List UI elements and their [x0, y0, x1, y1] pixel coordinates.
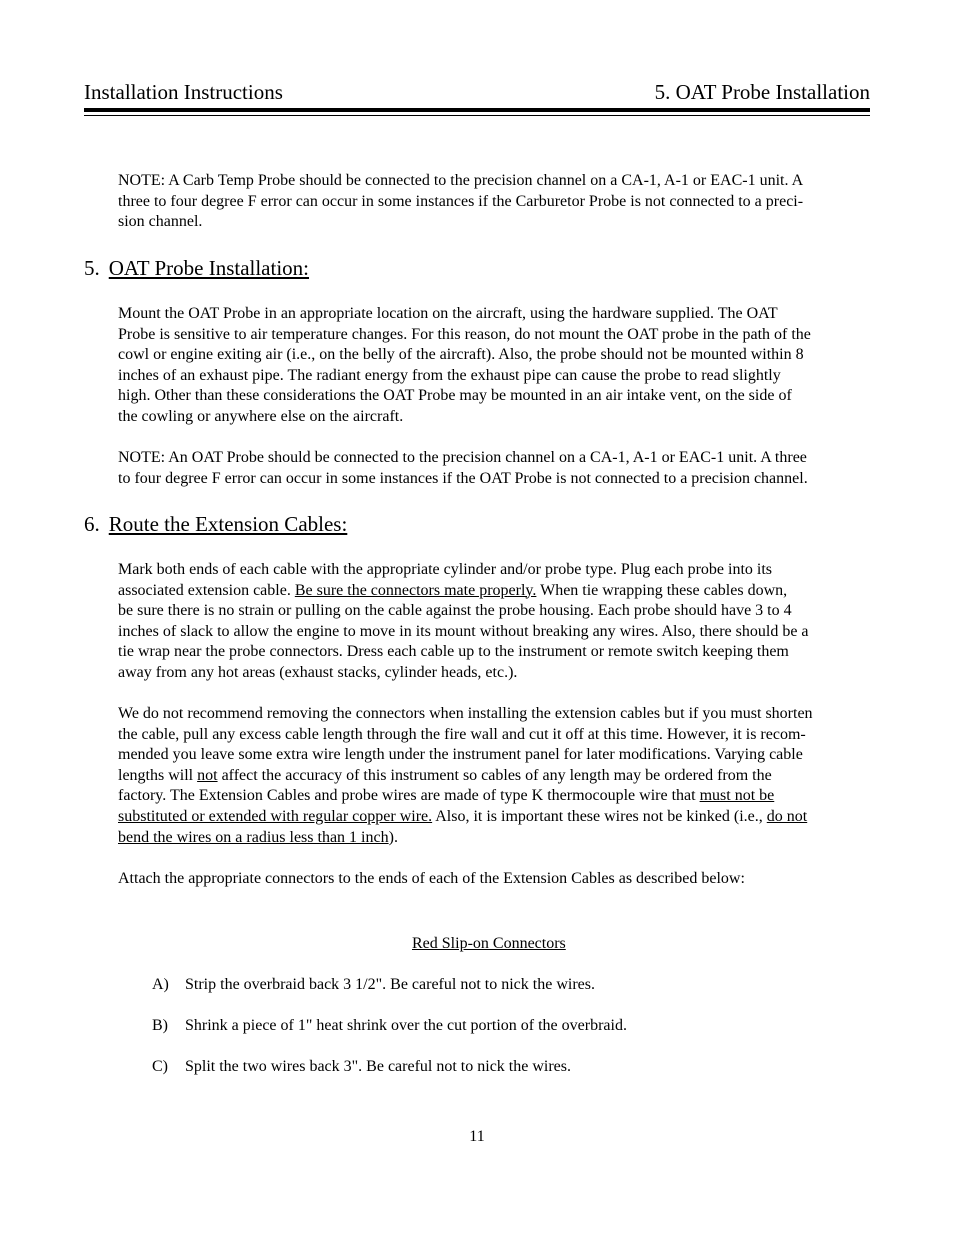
text-line: mended you leave some extra wire length under the instrument panel for later modifications. Varying cable	[118, 746, 803, 764]
header-rule-thin	[84, 115, 870, 116]
underlined-warning: bend the wires on a radius less than 1 inch	[118, 828, 389, 846]
text-line: cowl or engine exiting air (i.e., on the belly of the aircraft). Also, the probe should not be mounted within 8	[118, 346, 804, 364]
header-title-left: Installation Instructions	[84, 80, 283, 104]
text-line: NOTE: An OAT Probe should be connected to the precision channel on a CA-1, A-1 or EAC-1 unit. A three	[118, 449, 807, 466]
carb-probe-note	[118, 171, 870, 233]
text-line: high. Other than these considerations the OAT Probe may be mounted in an air intake vent, on the side of	[118, 387, 792, 405]
section-title: Route the Extension Cables:	[108, 512, 348, 536]
header-title-right: 5. OAT Probe Installation	[654, 80, 870, 104]
text-segment: affect the accuracy of this instrument so cables of any length may be ordered from the	[217, 766, 772, 784]
text-line: inches of an exhaust pipe. The radiant energy from the exhaust pipe can cause the probe to read slightly	[118, 366, 781, 384]
underlined-word: not	[197, 766, 218, 784]
text-segment: lengths will	[118, 766, 198, 784]
section-number: 5.	[84, 256, 100, 280]
text-segment: When tie wrapping these cables down,	[536, 581, 788, 599]
step-text: Strip the overbraid back 3 1/2". Be careful not to nick the wires.	[185, 976, 595, 993]
text-line: to four degree F error can occur in some instances if the OAT Probe is not connected to a precision channel.	[118, 469, 808, 487]
text-line: sion channel.	[118, 213, 203, 231]
cable-length-paragraph	[118, 704, 870, 848]
text-segment: factory. The Extension Cables and probe wires are made of type K thermocouple wire that	[118, 787, 700, 805]
text-line: Attach the appropriate connectors to the ends of each of the Extension Cables as described below:	[118, 870, 745, 887]
step-text: Split the two wires back 3". Be careful not to nick the wires.	[185, 1058, 571, 1075]
text-line	[118, 786, 870, 807]
text-line: tie wrap near the probe connectors. Dress each cable up to the instrument or remote switch keeping them	[118, 643, 789, 661]
step-letter: B)	[152, 1017, 168, 1034]
attach-connectors-paragraph	[118, 869, 870, 890]
text-line: NOTE: A Carb Temp Probe should be connected to the precision channel on a CA-1, A-1 or EAC-1 unit. A	[118, 172, 804, 189]
text-segment: ).	[388, 828, 398, 846]
oat-mount-paragraph	[118, 304, 870, 428]
text-segment: Also, it is important these wires not be kinked (i.e.,	[432, 807, 767, 825]
text-line: Probe is sensitive to air temperature changes. For this reason, do not mount the OAT probe in the path of the	[118, 325, 811, 343]
text-line: the cowling or anywhere else on the aircraft.	[118, 407, 404, 425]
section-title: OAT Probe Installation:	[108, 256, 310, 280]
oat-probe-note	[118, 448, 870, 489]
text-line: the cable, pull any excess cable length through the fire wall and cut it off at this time. However, it is recom-	[118, 725, 806, 743]
text-line	[118, 807, 870, 828]
step-text: Shrink a piece of 1" heat shrink over the cut portion of the overbraid.	[185, 1017, 627, 1034]
step-item	[152, 1017, 627, 1035]
cable-marking-paragraph	[118, 560, 870, 684]
text-line: three to four degree F error can occur in some instances if the Carburetor Probe is not connected to a preci-	[118, 192, 804, 210]
underlined-warning: Be sure the connectors mate properly.	[294, 581, 537, 599]
page-header	[84, 80, 870, 110]
text-line: Mount the OAT Probe in an appropriate location on the aircraft, using the hardware supplied. The OAT	[118, 305, 778, 322]
underlined-warning: do not	[766, 807, 808, 825]
red-slip-on-connectors-heading: Red Slip-on Connectors	[412, 935, 566, 952]
page-number: 11	[469, 1128, 485, 1145]
header-rule-thick	[84, 108, 870, 112]
underlined-warning: substituted or extended with regular copper wire.	[118, 807, 433, 825]
step-letter: C)	[152, 1058, 168, 1075]
text-line: away from any hot areas (exhaust stacks, cylinder heads, etc.).	[118, 663, 518, 681]
text-segment: associated extension cable.	[118, 581, 295, 599]
text-line: inches of slack to allow the engine to move in its mount without breaking any wires. Also, there should be a	[118, 622, 809, 640]
text-line: be sure there is no strain or pulling on the cable against the probe housing. Each probe should have 3 to 4	[118, 602, 792, 620]
step-letter: A)	[152, 976, 169, 993]
text-line: We do not recommend removing the connectors when installing the extension cables but if you must shorten	[118, 705, 813, 722]
text-line	[118, 766, 870, 787]
underlined-warning: must not be	[699, 787, 775, 805]
section-5-heading	[84, 255, 309, 281]
step-item	[152, 1058, 571, 1076]
text-line	[118, 828, 870, 849]
section-6-heading	[84, 511, 347, 537]
text-line: Mark both ends of each cable with the appropriate cylinder and/or probe type. Plug each probe into its	[118, 561, 773, 578]
section-number: 6.	[84, 512, 100, 536]
text-line	[118, 581, 870, 602]
step-item	[152, 976, 595, 994]
